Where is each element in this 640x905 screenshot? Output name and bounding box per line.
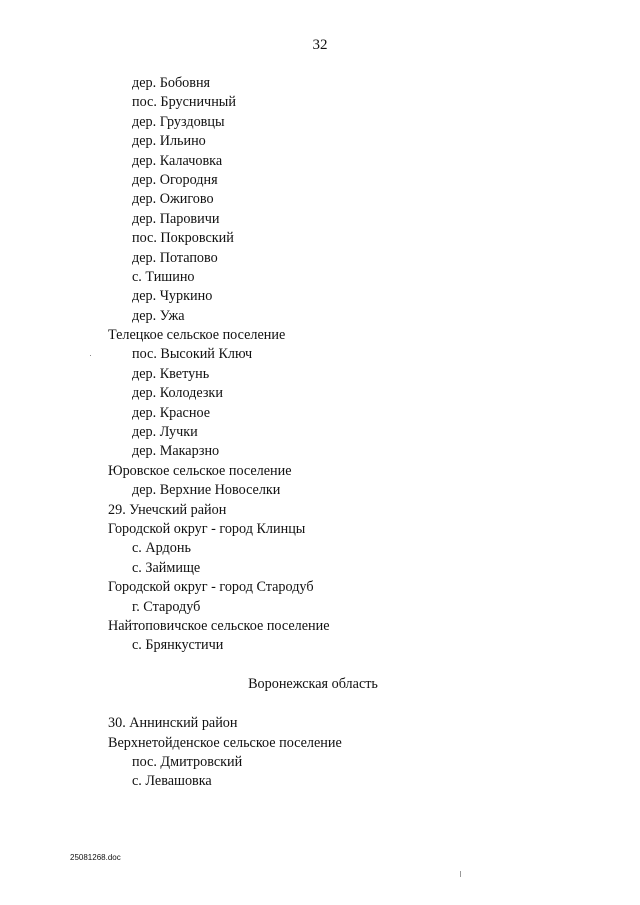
settlement-entry: пос. Брусничный xyxy=(132,94,236,111)
settlement-entry: г. Стародуб xyxy=(132,598,201,615)
page-number: 32 xyxy=(312,37,328,53)
settlement-entry: дер. Красное xyxy=(132,404,211,421)
district-heading: Телецкое сельское поселение xyxy=(108,327,286,344)
settlement-list-voronezh xyxy=(108,714,548,792)
settlement-entry: дер. Паровичи xyxy=(132,210,220,227)
settlement-entry: с. Займище xyxy=(132,559,201,576)
region-heading: Воронежская область xyxy=(248,675,378,692)
document-body xyxy=(108,74,548,792)
settlement-entry: дер. Колодезки xyxy=(132,385,223,402)
settlement-entry: дер. Бобовня xyxy=(132,75,211,91)
settlement-entry: дер. Калачовка xyxy=(132,152,223,169)
district-heading: Юровское сельское поселение xyxy=(108,462,292,479)
settlement-entry: дер. Ильино xyxy=(132,133,206,150)
settlement-entry: дер. Верхние Новоселки xyxy=(132,482,281,499)
settlement-entry: пос. Покровский xyxy=(132,230,234,247)
settlement-entry: дер. Макарзно xyxy=(132,443,220,460)
margin-mark xyxy=(90,355,91,356)
settlement-entry: дер. Груздовцы xyxy=(132,113,225,130)
settlement-entry: пос. Дмитровский xyxy=(132,753,243,770)
settlement-entry: с. Брянкустичи xyxy=(132,637,224,654)
footer-file-code: 25081268.doc xyxy=(70,853,121,862)
settlement-entry: с. Левашовка xyxy=(132,773,212,790)
settlement-entry: пос. Высокий Ключ xyxy=(132,346,253,363)
district-heading: Городской округ - город Стародуб xyxy=(108,579,314,596)
district-heading: 29. Унечский район xyxy=(108,501,227,518)
scan-mark xyxy=(460,871,461,877)
settlement-entry: дер. Кветунь xyxy=(132,365,210,382)
district-heading: 30. Аннинский район xyxy=(108,715,238,732)
settlement-entry: дер. Потапово xyxy=(132,249,218,266)
settlement-entry: дер. Лучки xyxy=(132,424,198,441)
district-heading: Верхнетойденское сельское поселение xyxy=(108,734,342,751)
settlement-entry: с. Тишино xyxy=(132,268,195,285)
settlement-entry: дер. Огородня xyxy=(132,171,218,188)
settlement-entry: дер. Ужа xyxy=(132,307,185,324)
settlement-list-bryansk xyxy=(108,74,548,656)
settlement-entry: дер. Ожигово xyxy=(132,191,214,208)
district-heading: Найтоповичское сельское поселение xyxy=(108,617,330,634)
settlement-entry: дер. Чуркино xyxy=(132,288,213,305)
settlement-entry: с. Ардонь xyxy=(132,540,191,557)
district-heading: Городской округ - город Клинцы xyxy=(108,520,306,537)
